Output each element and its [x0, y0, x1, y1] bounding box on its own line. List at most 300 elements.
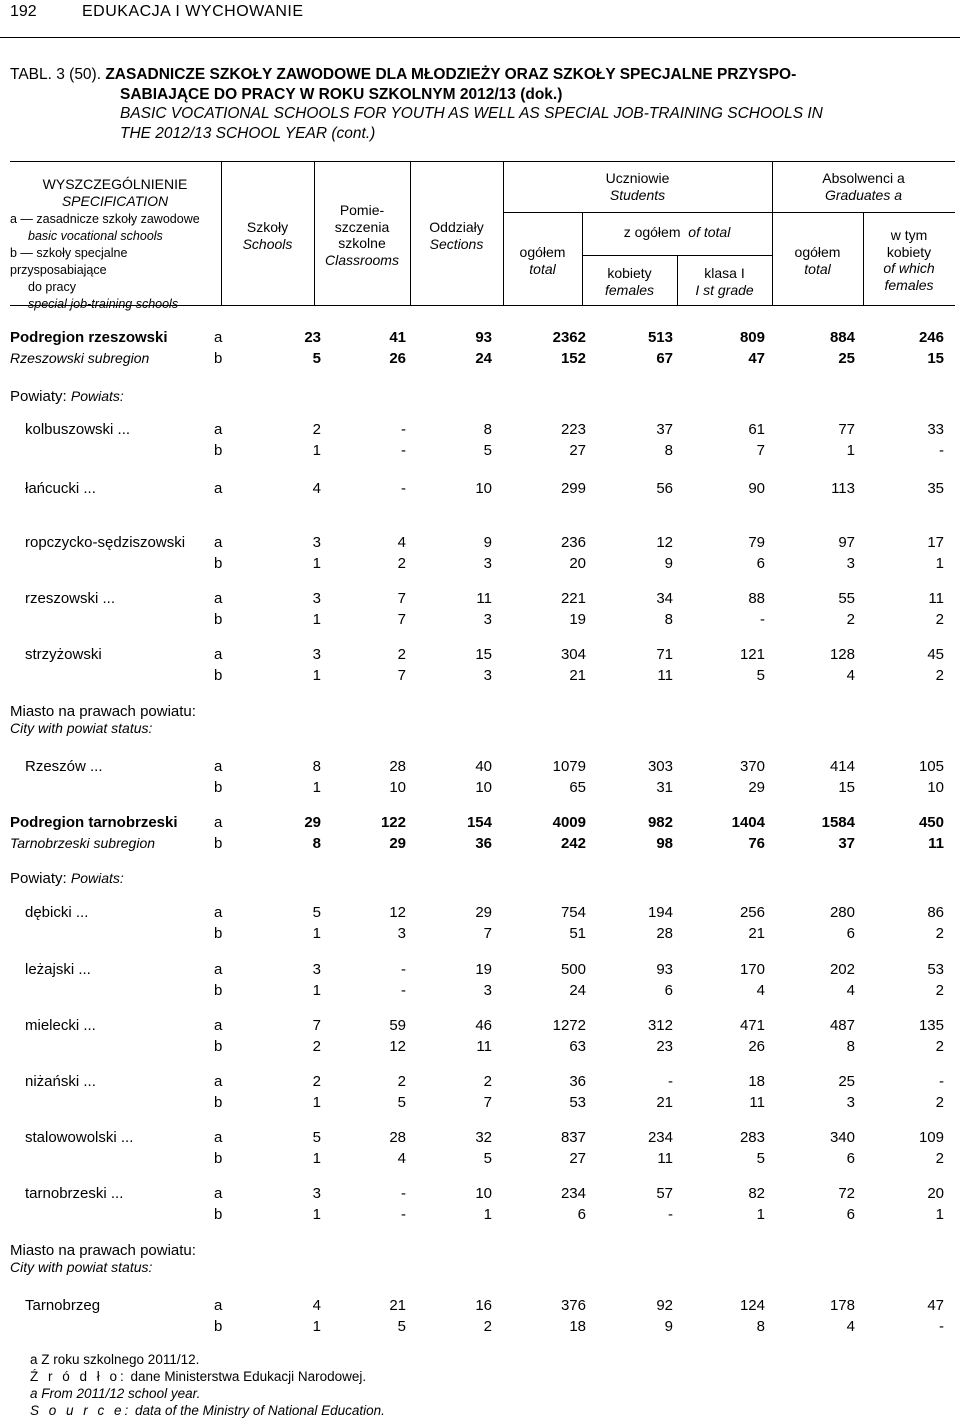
- cell-value: 3: [312, 961, 321, 978]
- cell-value: 2: [935, 925, 944, 942]
- cell-value: 3: [397, 925, 406, 942]
- table-row: [0, 1185, 960, 1205]
- grade-en: I st grade: [695, 281, 754, 298]
- cell-value: 51: [569, 925, 586, 942]
- cell-value: 12: [656, 534, 673, 551]
- cell-value: 6: [664, 982, 673, 999]
- schools-pl: Szkoły: [246, 219, 289, 235]
- row-label: niżański ...: [25, 1073, 96, 1090]
- of-total-pl: z ogółem: [623, 224, 681, 240]
- cell-value: 10: [475, 779, 492, 796]
- cell-value: 10: [475, 480, 492, 497]
- cell-value: 513: [647, 329, 673, 346]
- row-label: mielecki ...: [25, 1017, 96, 1034]
- total-pl: ogółem: [519, 244, 566, 260]
- table-row: [0, 814, 960, 834]
- row-type-marker: a: [214, 1129, 223, 1146]
- miasto-pl: Miasto na prawach powiatu:: [10, 1242, 196, 1259]
- cell-value: 41: [389, 329, 406, 346]
- cell-value: -: [939, 1073, 944, 1090]
- cell-value: 982: [647, 814, 673, 831]
- table-row: [0, 982, 960, 1002]
- cell-value: 21: [748, 925, 765, 942]
- cell-value: 27: [569, 442, 586, 459]
- cell-value: 11: [657, 1150, 673, 1167]
- cell-value: 8: [664, 442, 673, 459]
- cell-value: 1: [935, 1206, 944, 1223]
- row-label: strzyżowski: [25, 646, 102, 663]
- table-row: [0, 1038, 960, 1058]
- cell-value: 122: [380, 814, 406, 831]
- cell-value: 5: [397, 1094, 406, 1111]
- cell-value: 809: [739, 329, 765, 346]
- table-row: [0, 961, 960, 981]
- cell-value: 31: [656, 779, 673, 796]
- cell-value: 178: [829, 1297, 855, 1314]
- cell-value: 154: [466, 814, 492, 831]
- spec-a: a — zasadnicze szkoły zawodowe: [10, 212, 200, 226]
- cell-value: 93: [475, 329, 492, 346]
- cell-value: 7: [483, 925, 492, 942]
- cell-value: 77: [838, 421, 855, 438]
- graduates-header: [772, 170, 955, 203]
- cell-value: 1: [312, 1206, 321, 1223]
- cell-value: 6: [577, 1206, 586, 1223]
- source-en: data of the Ministry of National Education.: [131, 1403, 385, 1418]
- cell-value: 2: [483, 1318, 492, 1335]
- cell-value: 1: [312, 555, 321, 572]
- table-row: [0, 1073, 960, 1093]
- cell-value: 18: [569, 1318, 586, 1335]
- students-pl: Uczniowie: [605, 170, 670, 186]
- cell-value: 98: [656, 835, 673, 852]
- cell-value: 1: [312, 1094, 321, 1111]
- table-row: [0, 758, 960, 778]
- cell-value: 4: [756, 982, 765, 999]
- total-en: total: [529, 260, 556, 277]
- cell-value: 93: [656, 961, 673, 978]
- row-type-marker: a: [214, 329, 223, 346]
- cell-value: 312: [647, 1017, 673, 1034]
- row-label: Tarnobrzeg: [25, 1297, 101, 1314]
- row-type-marker: a: [214, 758, 223, 775]
- cell-value: 24: [569, 982, 586, 999]
- cell-value: 19: [475, 961, 492, 978]
- cell-value: 2: [935, 982, 944, 999]
- row-label: Podregion tarnobrzeski: [10, 814, 178, 831]
- cell-value: 837: [560, 1129, 586, 1146]
- table-row: [0, 1150, 960, 1170]
- table-row: [0, 925, 960, 945]
- gtotal-en: total: [804, 260, 831, 277]
- cell-value: 500: [560, 961, 586, 978]
- spec-header: [10, 176, 220, 313]
- cell-value: 2: [846, 611, 855, 628]
- cell-value: 6: [846, 1150, 855, 1167]
- cell-value: 1: [312, 1318, 321, 1335]
- cell-value: 11: [928, 590, 944, 607]
- cell-value: 1: [312, 925, 321, 942]
- cell-value: -: [401, 1185, 406, 1202]
- miasto-pl: Miasto na prawach powiatu:: [10, 703, 196, 720]
- cell-value: 5: [397, 1318, 406, 1335]
- cell-value: 4: [846, 667, 855, 684]
- cell-value: 1: [312, 1150, 321, 1167]
- table-row: [0, 646, 960, 666]
- cell-value: 27: [569, 1150, 586, 1167]
- cell-value: 236: [560, 534, 586, 551]
- source-en-label: S o u r c e:: [30, 1403, 132, 1418]
- females-en: females: [604, 281, 655, 298]
- cell-value: 56: [656, 480, 673, 497]
- row-type-marker: b: [214, 1094, 223, 1111]
- cell-value: 170: [739, 961, 765, 978]
- cell-value: 1: [312, 982, 321, 999]
- table-row: [0, 1129, 960, 1149]
- cell-value: 471: [739, 1017, 765, 1034]
- gof-pl2: kobiety: [886, 243, 932, 260]
- cell-value: 280: [829, 904, 855, 921]
- rooms-en: Classrooms: [325, 251, 399, 268]
- gof-en1: of which: [883, 260, 935, 276]
- cell-value: 97: [838, 534, 855, 551]
- cell-value: 9: [664, 1318, 673, 1335]
- cell-value: 24: [475, 350, 492, 367]
- cell-value: 3: [312, 646, 321, 663]
- row-type-marker: a: [214, 646, 223, 663]
- cell-value: 53: [569, 1094, 586, 1111]
- cell-value: 28: [389, 758, 406, 775]
- cell-value: 15: [475, 646, 492, 663]
- cell-value: 26: [748, 1038, 765, 1055]
- row-type-marker: b: [214, 835, 223, 852]
- row-label: Tarnobrzeski subregion: [10, 835, 156, 851]
- cell-value: 2: [397, 555, 406, 572]
- cell-value: 11: [928, 835, 944, 852]
- cell-value: -: [401, 961, 406, 978]
- table-row: [0, 667, 960, 687]
- cell-value: 8: [664, 611, 673, 628]
- cell-value: 71: [656, 646, 673, 663]
- table-row: [0, 1318, 960, 1338]
- cell-value: 26: [389, 350, 406, 367]
- cell-value: 23: [304, 329, 321, 346]
- cell-value: 21: [569, 667, 586, 684]
- cell-value: 8: [312, 835, 321, 852]
- powiaty-label-1: [10, 388, 124, 405]
- gof-en2: females: [884, 276, 934, 293]
- cell-value: 4: [312, 1297, 321, 1314]
- miasto-label-1: [10, 703, 196, 736]
- row-type-marker: a: [214, 904, 223, 921]
- cell-value: 10: [389, 779, 406, 796]
- cell-value: 28: [656, 925, 673, 942]
- cell-value: 2: [935, 611, 944, 628]
- cell-value: 4009: [552, 814, 586, 831]
- cell-value: 21: [389, 1297, 406, 1314]
- cell-value: 2: [935, 1094, 944, 1111]
- row-label: stalowowolski ...: [25, 1129, 134, 1146]
- cell-value: 8: [756, 1318, 765, 1335]
- cell-value: 65: [569, 779, 586, 796]
- cell-value: 246: [918, 329, 944, 346]
- cell-value: 10: [927, 779, 944, 796]
- powiaty-en: Powiats:: [70, 870, 124, 886]
- classrooms-header: [314, 202, 410, 268]
- cell-value: 202: [829, 961, 855, 978]
- cell-value: 5: [312, 904, 321, 921]
- cell-value: 3: [483, 667, 492, 684]
- cell-value: 7: [397, 611, 406, 628]
- page-header: [0, 0, 960, 38]
- cell-value: 35: [927, 480, 944, 497]
- table-row: [0, 534, 960, 554]
- row-type-marker: b: [214, 555, 223, 572]
- cell-value: -: [668, 1206, 673, 1223]
- cell-value: 884: [829, 329, 855, 346]
- title-en-line2: THE 2012/13 SCHOOL YEAR (cont.): [120, 124, 376, 142]
- cell-value: 221: [560, 590, 586, 607]
- row-label: tarnobrzeski ...: [25, 1185, 124, 1202]
- table-row: [0, 835, 960, 855]
- row-label: rzeszowski ...: [25, 590, 116, 607]
- cell-value: 34: [656, 590, 673, 607]
- row-label: Podregion rzeszowski: [10, 329, 168, 346]
- cell-value: 5: [483, 1150, 492, 1167]
- footnotes: [30, 1351, 385, 1419]
- cell-value: 36: [569, 1073, 586, 1090]
- row-type-marker: b: [214, 1318, 223, 1335]
- row-label: łańcucki ...: [25, 480, 96, 497]
- row-type-marker: a: [214, 421, 223, 438]
- cell-value: 450: [918, 814, 944, 831]
- cell-value: 2: [935, 1038, 944, 1055]
- cell-value: 4: [846, 1318, 855, 1335]
- table-row: [0, 442, 960, 462]
- cell-value: 376: [560, 1297, 586, 1314]
- row-type-marker: b: [214, 982, 223, 999]
- powiaty-pl: Powiaty:: [10, 388, 71, 405]
- cell-value: 152: [560, 350, 586, 367]
- graduates-total-header: [772, 244, 863, 277]
- source-pl-label: Ź r ó d ł o:: [30, 1369, 127, 1384]
- row-type-marker: a: [214, 1017, 223, 1034]
- cell-value: 1079: [552, 758, 586, 775]
- cell-value: 59: [389, 1017, 406, 1034]
- graduates-en: Graduates a: [824, 186, 903, 203]
- row-type-marker: a: [214, 1073, 223, 1090]
- cell-value: 128: [829, 646, 855, 663]
- cell-value: 88: [748, 590, 765, 607]
- cell-value: 79: [748, 534, 765, 551]
- cell-value: 4: [846, 982, 855, 999]
- cell-value: 7: [397, 590, 406, 607]
- cell-value: 2: [935, 667, 944, 684]
- row-type-marker: b: [214, 1038, 223, 1055]
- cell-value: 18: [748, 1073, 765, 1090]
- cell-value: 9: [483, 534, 492, 551]
- cell-value: 29: [389, 835, 406, 852]
- cell-value: 1404: [731, 814, 765, 831]
- cell-value: 3: [312, 534, 321, 551]
- table-row: [0, 350, 960, 370]
- table-row: [0, 1094, 960, 1114]
- cell-value: 3: [312, 1185, 321, 1202]
- cell-value: 6: [846, 925, 855, 942]
- cell-value: 90: [748, 480, 765, 497]
- cell-value: 33: [927, 421, 944, 438]
- cell-value: -: [760, 611, 765, 628]
- grade-pl: klasa I: [704, 265, 745, 281]
- rooms-pl1: Pomie-: [339, 202, 385, 218]
- cell-value: 223: [560, 421, 586, 438]
- gtotal-pl: ogółem: [794, 244, 841, 260]
- cell-value: 20: [569, 555, 586, 572]
- table-row: [0, 329, 960, 349]
- row-type-marker: b: [214, 350, 223, 367]
- cell-value: 29: [475, 904, 492, 921]
- cell-value: 57: [656, 1185, 673, 1202]
- cell-value: 29: [304, 814, 321, 831]
- cell-value: 304: [560, 646, 586, 663]
- cell-value: 11: [476, 590, 492, 607]
- row-type-marker: b: [214, 1150, 223, 1167]
- cell-value: 113: [831, 480, 855, 497]
- powiaty-pl: Powiaty:: [10, 870, 71, 887]
- cell-value: 1: [312, 442, 321, 459]
- cell-value: 11: [657, 667, 673, 684]
- cell-value: 754: [560, 904, 586, 921]
- sections-en: Sections: [429, 235, 484, 252]
- cell-value: 1584: [821, 814, 855, 831]
- cell-value: 2: [312, 421, 321, 438]
- page-number: 192: [10, 3, 37, 20]
- cell-value: 4: [312, 480, 321, 497]
- cell-value: 16: [475, 1297, 492, 1314]
- cell-value: 53: [927, 961, 944, 978]
- spec-legend: [10, 211, 220, 313]
- cell-value: 3: [483, 555, 492, 572]
- cell-value: 82: [748, 1185, 765, 1202]
- miasto-label-2: [10, 1242, 196, 1275]
- footnote-a-pl: a Z roku szkolnego 2011/12.: [30, 1352, 200, 1367]
- cell-value: 4: [397, 1150, 406, 1167]
- cell-value: 6: [846, 1206, 855, 1223]
- cell-value: 2362: [552, 329, 586, 346]
- cell-value: 242: [560, 835, 586, 852]
- spec-b2: do pracy: [28, 280, 76, 294]
- row-label: Rzeszów ...: [25, 758, 103, 775]
- graduates-pl: Absolwenci a: [822, 170, 905, 186]
- cell-value: 370: [739, 758, 765, 775]
- females-header: [582, 265, 677, 298]
- row-type-marker: b: [214, 667, 223, 684]
- cell-value: 3: [846, 555, 855, 572]
- cell-value: 36: [475, 835, 492, 852]
- title-en-line1: BASIC VOCATIONAL SCHOOLS FOR YOUTH AS WELL AS SPECIAL JOB-TRAINING SCHOOLS IN: [120, 105, 823, 122]
- cell-value: -: [401, 1206, 406, 1223]
- title-pl-line1: ZASADNICZE SZKOŁY ZAWODOWE DLA MŁODZIEŻY ORAZ SZKOŁY SPECJALNE PRZYSPO-: [105, 66, 797, 83]
- row-type-marker: b: [214, 611, 223, 628]
- cell-value: 5: [756, 1150, 765, 1167]
- spec-b: b — szkoły specjalne przysposabiające: [10, 246, 128, 277]
- table-label: TABL. 3 (50).: [10, 66, 106, 83]
- cell-value: 55: [838, 590, 855, 607]
- cell-value: 7: [397, 667, 406, 684]
- of-total-header: [582, 224, 772, 241]
- cell-value: 3: [483, 982, 492, 999]
- table-row: [0, 1017, 960, 1037]
- cell-value: 45: [927, 646, 944, 663]
- cell-value: 7: [756, 442, 765, 459]
- cell-value: -: [939, 1318, 944, 1335]
- sections-header: [410, 219, 503, 252]
- spec-pl: WYSZCZEGÓLNIENIE: [42, 176, 188, 192]
- cell-value: 1: [312, 611, 321, 628]
- row-label: leżajski ...: [25, 961, 91, 978]
- row-type-marker: a: [214, 480, 223, 497]
- cell-value: 8: [312, 758, 321, 775]
- header-top-rule: [10, 161, 955, 162]
- cell-value: 28: [389, 1129, 406, 1146]
- table-row: [0, 779, 960, 799]
- cell-value: 12: [389, 904, 406, 921]
- cell-value: 2: [397, 1073, 406, 1090]
- cell-value: 46: [475, 1017, 492, 1034]
- cell-value: 1: [935, 555, 944, 572]
- row-type-marker: a: [214, 814, 223, 831]
- cell-value: 25: [838, 350, 855, 367]
- row-label: dębicki ...: [25, 904, 89, 921]
- cell-value: 299: [560, 480, 586, 497]
- row-type-marker: a: [214, 534, 223, 551]
- cell-value: 303: [647, 758, 673, 775]
- miasto-en: City with powiat status:: [10, 720, 153, 736]
- table-title: [10, 65, 955, 143]
- cell-value: 20: [927, 1185, 944, 1202]
- row-type-marker: b: [214, 442, 223, 459]
- cell-value: 47: [748, 350, 765, 367]
- cell-value: 2: [312, 1073, 321, 1090]
- cell-value: 135: [918, 1017, 944, 1034]
- cell-value: 11: [476, 1038, 492, 1055]
- table-row: [0, 555, 960, 575]
- cell-value: 1: [312, 779, 321, 796]
- cell-value: -: [401, 982, 406, 999]
- cell-value: 3: [483, 611, 492, 628]
- cell-value: 25: [838, 1073, 855, 1090]
- table-row: [0, 590, 960, 610]
- schools-en: Schools: [242, 235, 293, 252]
- cell-value: 5: [312, 350, 321, 367]
- cell-value: 1: [312, 667, 321, 684]
- rooms-pl3: szkolne: [338, 235, 386, 251]
- cell-value: 15: [838, 779, 855, 796]
- cell-value: 3: [312, 590, 321, 607]
- cell-value: 72: [838, 1185, 855, 1202]
- cell-value: 5: [483, 442, 492, 459]
- schools-header: [221, 219, 314, 252]
- cell-value: 7: [483, 1094, 492, 1111]
- graduates-females-header: [863, 227, 955, 293]
- cell-value: 283: [739, 1129, 765, 1146]
- table-row: [0, 1297, 960, 1317]
- spec-b-en: special job-training schools: [28, 297, 179, 311]
- cell-value: 61: [748, 421, 765, 438]
- cell-value: 92: [656, 1297, 673, 1314]
- cell-value: -: [939, 442, 944, 459]
- cell-value: 121: [739, 646, 765, 663]
